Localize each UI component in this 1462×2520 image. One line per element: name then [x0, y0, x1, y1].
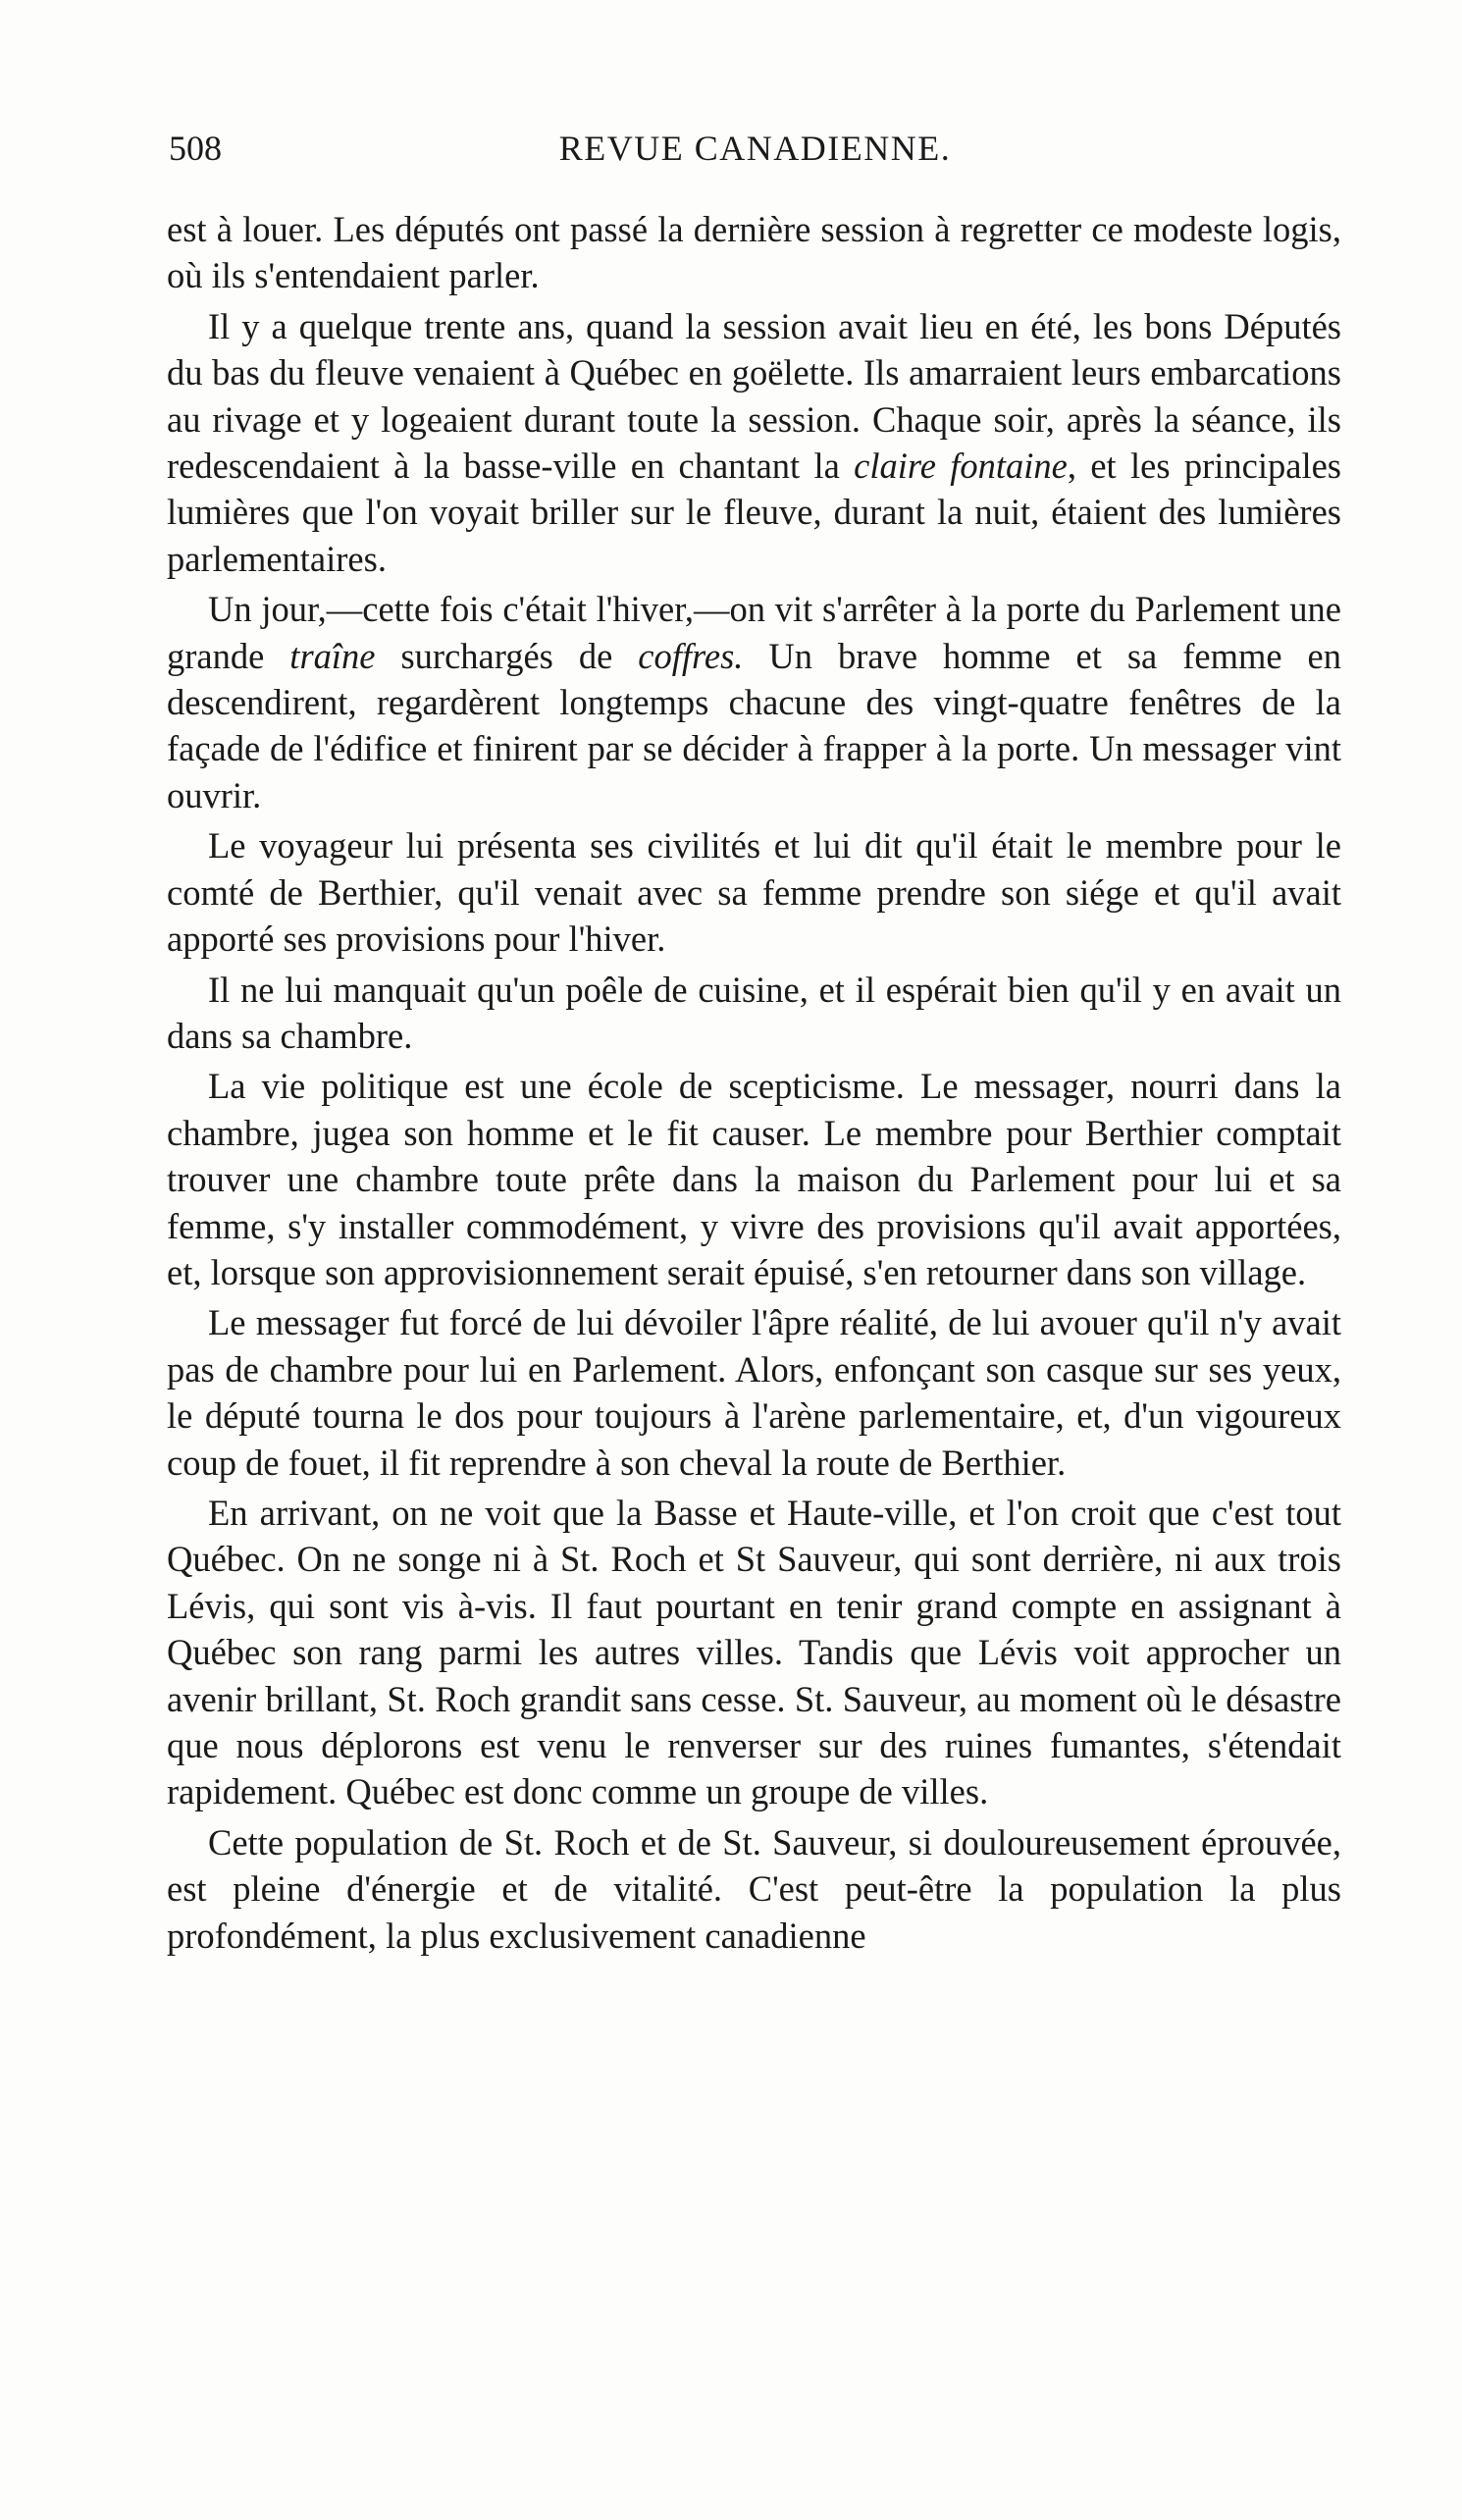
text-run: Le voyageur lui présenta ses civilités et lui dit qu'il était le membre pour le comté de Berthier, qu'il venait avec sa femme prendre son siége et qu'il avait apporté ses provisions pour l'hiver. — [167, 825, 1341, 960]
running-title: REVUE CANADIENNE. — [558, 129, 952, 168]
italic-phrase: traîne — [289, 635, 376, 676]
text-run: En arrivant, on ne voit que la Basse et Haute-ville, et l'on croit que c'est tout Québec. On ne songe ni à St. Roch et St Sauveur, qui sont derrière, ni aux trois Lévis, qui sont vis à-vis. Il faut pourtant en tenir grand compte en assignant à Québec son rang parmi les autres villes. Tandis que Lévis voit approcher un avenir brillant, St. Roch grandit sans cesse. St. Sauveur, au moment où le désastre que nous déplorons est venu le renverser sur des ruines fumantes, s'étendait rapidement. Québec est donc comme un groupe de villes. — [167, 1492, 1341, 1812]
paragraph — [167, 1490, 1341, 1815]
paragraph — [167, 206, 1341, 299]
paragraph — [167, 822, 1341, 962]
page-header — [169, 128, 1341, 186]
text-run: Il y a quelque trente ans, quand la session avait lieu en été, les bons Députés du bas du fleuve venaient à Québec en goëlette. Ils amarraient leurs embarcations au rivage et y logeaient durant toute la session. Chaque soir, après la séance, ils redescendaient à la basse-ville en chantant la — [167, 305, 1341, 487]
body-text — [167, 206, 1341, 1963]
paragraph — [167, 1299, 1341, 1486]
text-run: Il ne lui manquait qu'un poêle de cuisine, et il espérait bien qu'il y en avait un dans sa chambre. — [167, 969, 1341, 1056]
text-run: Un jour,—cette fois c'était l'hiver,—on vit s'arrêter à la porte du Parlement une grande — [167, 589, 1341, 676]
text-run: Cette population de St. Roch et de St. Sauveur, si douloureusement éprouvée, est pleine d'énergie et de vitalité. C'est peut-être la population la plus profondément, la plus exclusivement canadienne — [167, 1821, 1341, 1956]
paragraph — [167, 1819, 1341, 1959]
text-run: Le messager fut forcé de lui dévoiler l'âpre réalité, de lui avouer qu'il n'y avait pas de chambre pour lui en Parlement. Alors, enfonçant son casque sur ses yeux, le député tourna le dos pour toujours à l'arène parlementaire, et, d'un vigoureux coup de fouet, il fit reprendre à son cheval la route de Berthier. — [167, 1302, 1341, 1483]
italic-phrase: coffres. — [638, 635, 744, 676]
paragraph — [167, 303, 1341, 582]
paragraph — [167, 586, 1341, 818]
text-run: Un brave homme et sa femme en descendirent, regardèrent longtemps chacune des vingt-quatre fenêtres de la façade de l'édifice et finirent par se décider à frapper à la porte. Un messager vint ouvrir. — [167, 635, 1341, 815]
text-run: , et les principales lumières que l'on voyait briller sur le fleuve, durant la nuit, étaient des lumières parlementaires. — [167, 446, 1341, 579]
text-run: La vie politique est une école de scepticisme. Le messager, nourri dans la chambre, jugea son homme et le fit causer. Le membre pour Berthier comptait trouver une chambre toute prête dans la maison du Parlement pour lui et sa femme, s'y installer commodément, y vivre des provisions qu'il avait apportées, et, lorsque son approvisionnement serait épuisé, s'en retourner dans son village. — [167, 1066, 1341, 1292]
paragraph — [167, 1063, 1341, 1295]
paragraph — [167, 967, 1341, 1060]
page-number: 508 — [169, 129, 222, 168]
text-run: surchargés de — [375, 635, 639, 676]
text-run: est à louer. Les députés ont passé la dernière session à regretter ce modeste logis, où ils s'entendaient parler. — [167, 209, 1341, 296]
italic-phrase: claire fontaine — [854, 446, 1068, 487]
